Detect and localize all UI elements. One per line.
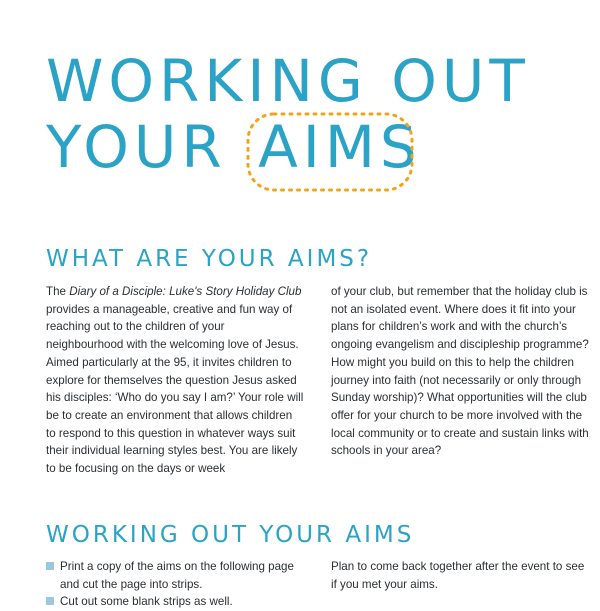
intro-paragraph-left: The Diary of a Disciple: Luke's Story Holiday Club provides a manageable, creative and fun way of reaching out to the children of your neighbourhood with the welcoming love of Jesus. Aimed particularly at the 95, it invites children to explore for themselves the question Jesus asked his disciples: ‘Who do you say I am?’ Your role will be to create an environment that allows children to respond to this question in whatever ways suit their individual learning styles best. You are likely to be focusing on the days or week	[46, 285, 304, 476]
intro-paragraph-right: of your club, but remember that the holiday club is not an isolated event. Where does it fit into your plans for children’s work and with the church’s ongoing evangelism and discipleship programme? How might you build on this to help the children journey into faith (not necessarily or only through Sunday worship)? What opportunities will the club offer for your church to be more involved with the local community or to create and sustain links with schools in your area?	[331, 285, 589, 458]
list-item	[46, 558, 304, 593]
intro-column-left	[46, 283, 304, 478]
list-item	[46, 593, 304, 611]
intro-column-right	[331, 283, 591, 460]
title-highlight	[258, 113, 422, 181]
square-bullet-icon	[46, 562, 54, 570]
title-line-1: WORKING OUT	[46, 47, 530, 115]
book-title: Diary of a Disciple: Luke's Story Holiday Club	[69, 285, 302, 298]
title-word-your: YOUR	[46, 113, 227, 181]
list-item-text: Print a copy of the aims on the following page and cut the page into strips.	[60, 560, 294, 591]
section-heading-working-out-your-aims: WORKING OUT YOUR AIMS	[46, 522, 415, 548]
page-title	[46, 47, 530, 184]
dashed-frame-icon	[244, 110, 416, 194]
plan-paragraph: Plan to come back together after the event to see if you met your aims.	[331, 560, 585, 591]
steps-list	[46, 558, 304, 611]
section-heading-what-are-your-aims: WHAT ARE YOUR AIMS?	[46, 246, 373, 272]
list-item-text: Cut out some blank strips as well.	[60, 595, 233, 609]
title-line-2	[46, 113, 530, 184]
title-word-aims: AIMS	[258, 113, 422, 181]
square-bullet-icon	[46, 597, 54, 605]
